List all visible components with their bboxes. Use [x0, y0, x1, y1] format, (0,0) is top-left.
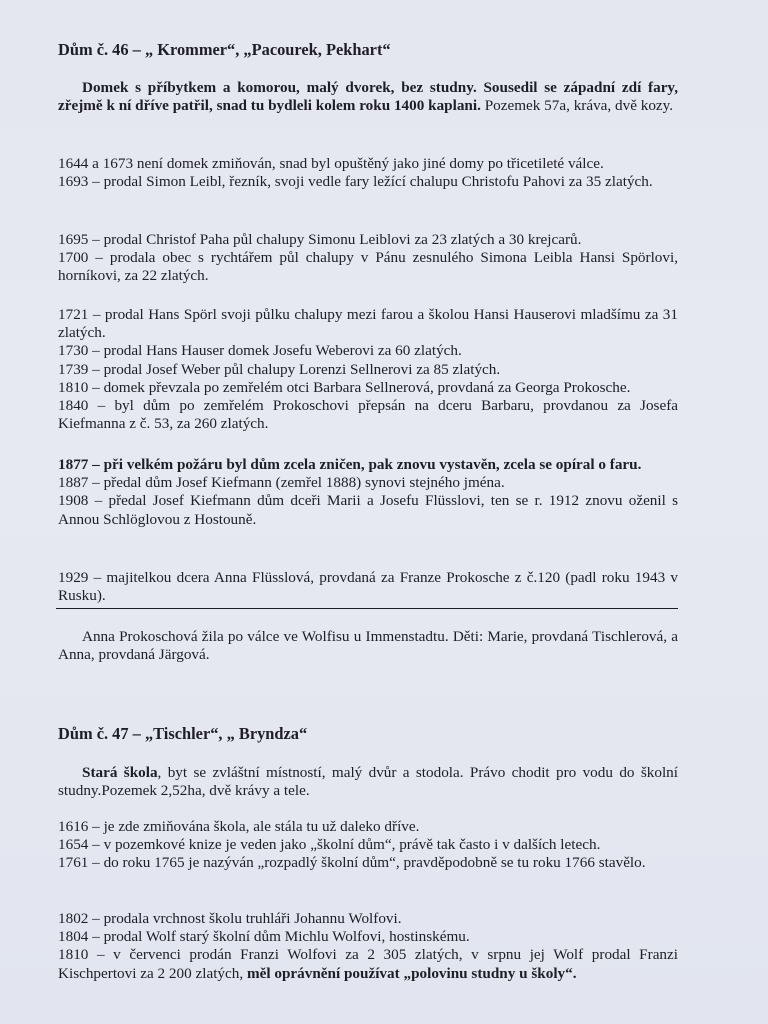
record-line: 1654 – v pozemkové knize je veden jako „školní dům“, právě tak často i v dalších letech. — [58, 836, 601, 854]
record-line: 1887 – předal dům Josef Kiefmann (zemřel 1888) synovi stejného jména. — [58, 474, 505, 492]
record-line: 1721 – prodal Hans Spörl svoji půlku chalupy mezi farou a školou Hansi Hauserovi mladšímu za 31 zlatých. — [58, 306, 678, 342]
house-46-group-2 — [58, 231, 678, 286]
record-line: 1810 – v červenci prodán Franzi Wolfovi za 2 305 zlatých, v srpnu jej Wolf prodal Franzi Kischpertovi za 2 200 zlatých, — [58, 946, 678, 982]
house-47-heading: Dům č. 47 – „Tischler“, „ Bryndza“ — [58, 724, 308, 743]
house-46-group-4 — [58, 456, 678, 529]
note-paragraph: Anna Prokoschová žila po válce ve Wolfisu u Immenstadtu. Děti: Marie, provdaná Tischlerová, a Anna, provdaná Järgová. — [58, 628, 678, 664]
record-line: 1616 – je zde zmiňována škola, ale stála tu už daleko dříve. — [58, 818, 420, 835]
house-47-group-2 — [58, 910, 678, 983]
house-46-group-5 — [58, 569, 678, 605]
record-line: 1693 – prodal Simon Leibl, řezník, svoji vedle fary ležící chalupu Christofu Pahovi za 35 zlatých. — [58, 173, 653, 191]
well-rights-bold: měl oprávnění používat „polovinu studny u školy“. — [246, 964, 577, 982]
record-line: 1840 – byl dům po zemřelém Prokoschovi přepsán na dceru Barbaru, provdanou za Josefa Kiefmanna z č. 53, za 260 zlatých. — [58, 397, 678, 433]
house-47-intro-bold: Stará škola — [82, 764, 158, 781]
house-46-intro-bold: Domek s příbytkem a komorou, malý dvorek, bez studny. Sousedil se západní zdí fary, zřejmě k ní dříve patřil, snad tu bydleli kolem roku 1400 kaplani. — [58, 79, 678, 115]
house-46-group-3 — [58, 306, 678, 433]
house-46-heading: Dům č. 46 – „ Krommer“, „Pacourek, Pekhart“ — [58, 40, 391, 59]
house-46-intro — [58, 79, 678, 115]
record-line: 1700 – prodala obec s rychtářem půl chalupy v Pánu zesnulého Simona Leibla Hansi Spörlovi, horníkovi, za 22 zlatých. — [58, 249, 678, 285]
house-47-group-1 — [58, 818, 678, 873]
record-line: 1804 – prodal Wolf starý školní dům Michlu Wolfovi, hostinskému. — [58, 928, 470, 946]
record-line: 1695 – prodal Christof Paha půl chalupy Simonu Leiblovi za 23 zlatých a 30 krejcarů. — [58, 231, 582, 248]
section-divider — [56, 608, 678, 609]
record-line: 1802 – prodala vrchnost školu truhláři Johannu Wolfovi. — [58, 910, 402, 927]
record-line: 1739 – prodal Josef Weber půl chalupy Lorenzi Sellnerovi za 85 zlatých. — [58, 360, 501, 378]
fire-record: 1877 – při velkém požáru byl dům zcela zničen, pak znovu vystavěn, zcela se opíral o faru. — [58, 456, 642, 473]
house-47-intro — [58, 764, 678, 800]
record-line: 1908 – předal Josef Kiefmann dům dceři Marii a Josefu Flüsslovi, ten se r. 1912 znovu oženil s Annou Schlöglovou z Hostouně. — [58, 492, 678, 528]
record-line: 1810 – domek převzala po zemřelém otci Barbara Sellnerová, provdaná za Georga Prokosche. — [58, 378, 631, 396]
record-line: 1929 – majitelkou dcera Anna Flüsslová, provdaná za Franze Prokosche z č.120 (padl roku 1943 v Rusku). — [58, 569, 678, 605]
house-46-group-1 — [58, 155, 678, 191]
record-line: 1644 a 1673 není domek zmiňován, snad byl opuštěný jako jiné domy po třicetileté válce. — [58, 155, 604, 172]
record-line: 1730 – prodal Hans Hauser domek Josefu Weberovi za 60 zlatých. — [58, 342, 462, 360]
house-46-note — [58, 628, 678, 664]
house-47-intro-rest: , byt se zvláštní místností, malý dvůr a stodola. Právo chodit pro vodu do školní studny.Pozemek 2,52ha, dvě krávy a tele. — [58, 764, 678, 800]
house-46-intro-rest: Pozemek 57a, kráva, dvě kozy. — [480, 97, 674, 115]
record-line: 1761 – do roku 1765 je nazýván „rozpadlý školní dům“, pravděpodobně se tu roku 1766 stavělo. — [58, 854, 646, 872]
